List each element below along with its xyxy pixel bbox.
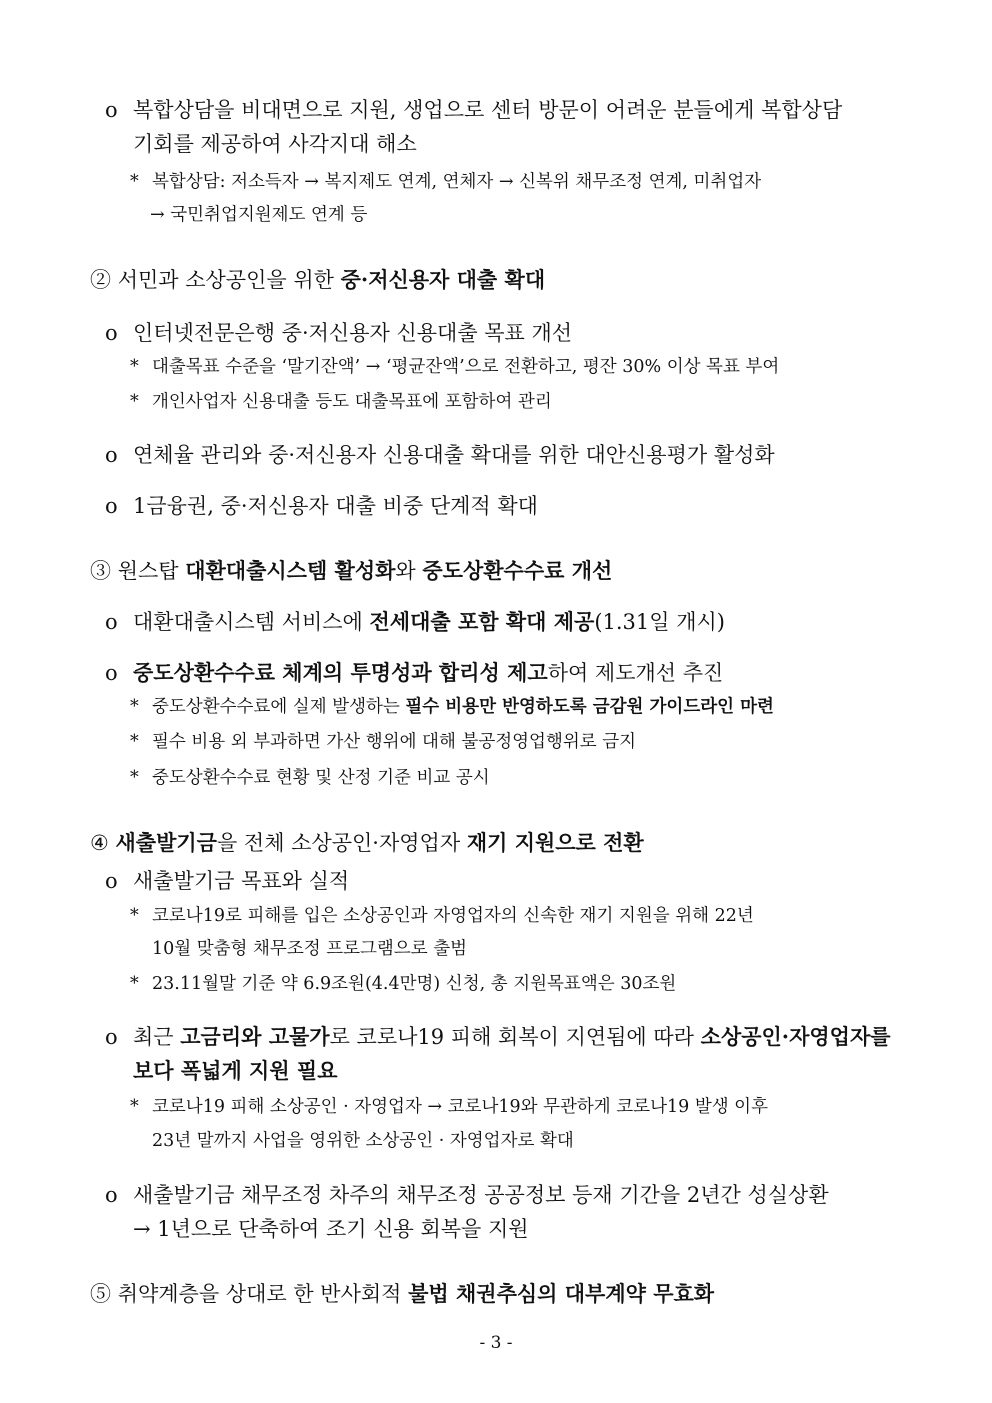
section4-item2-note-line1: * 코로나19 피해 소상공인 · 자영업자 → 코로나19와 무관하게 코로나19 발생 이후 <box>130 1097 768 1117</box>
intro-item-line2: 기회를 제공하여 사각지대 해소 <box>133 132 417 156</box>
section2-item1-note2: * 개인사업자 신용대출 등도 대출목표에 포함하여 관리 <box>130 392 552 412</box>
intro-item-line1: o 복합상담을 비대면으로 지원, 생업으로 센터 방문이 어려운 분들에게 복합상담 <box>105 98 843 122</box>
section4-item3-line1: o 새출발기금 채무조정 차주의 채무조정 공공정보 등재 기간을 2년간 성실상환 <box>105 1183 829 1207</box>
section2-item3: o 1금융권, 중·저신용자 대출 비중 단계적 확대 <box>105 494 538 518</box>
section2-item2: o 연체율 관리와 중·저신용자 신용대출 확대를 위한 대안신용평가 활성화 <box>105 443 775 467</box>
bullet-marker: o <box>105 98 118 122</box>
section5-heading: ⑤ 취약계층을 상대로 한 반사회적 불법 채권추심의 대부계약 무효화 <box>90 1281 715 1306</box>
section4-item2-note-line2: 23년 말까지 사업을 영위한 소상공인 · 자영업자로 확대 <box>152 1131 574 1151</box>
page-number: - 3 - <box>479 1333 513 1353</box>
section3-note2: * 필수 비용 외 부과하면 가산 행위에 대해 불공정영업행위로 금지 <box>130 732 637 752</box>
section4-item3-line2: → 1년으로 단축하여 조기 신용 회복을 지원 <box>133 1217 529 1241</box>
intro-note-line1: * 복합상담: 저소득자 → 복지제도 연계, 연체자 → 신복위 채무조정 연계, 미취업자 <box>130 172 762 192</box>
intro-note-line2: → 국민취업지원제도 연계 등 <box>150 205 368 225</box>
section3-item2: o 중도상환수수료 체계의 투명성과 합리성 제고하여 제도개선 추진 <box>105 660 724 685</box>
section4-item1-note1-line1: * 코로나19로 피해를 입은 소상공인과 자영업자의 신속한 재기 지원을 위해 22년 <box>130 906 754 926</box>
section4-item1: o 새출발기금 목표와 실적 <box>105 869 350 893</box>
section4-item1-note2: * 23.11월말 기준 약 6.9조원(4.4만명) 신청, 총 지원목표액은 30조원 <box>130 974 677 994</box>
section2-heading: ② 서민과 소상공인을 위한 중·저신용자 대출 확대 <box>90 267 546 292</box>
section3-heading: ③ 원스탑 대환대출시스템 활성화와 중도상환수수료 개선 <box>90 558 613 583</box>
section4-item2-line1: o 최근 고금리와 고물가로 코로나19 피해 회복이 지연됨에 따라 소상공인·자영업자를 <box>105 1024 891 1049</box>
section4-item2-line2: 보다 폭넓게 지원 필요 <box>133 1058 338 1083</box>
section3-note1: * 중도상환수수료에 실제 발생하는 필수 비용만 반영하도록 금감원 가이드라인 마련 <box>130 697 774 717</box>
section4-item1-note1-line2: 10월 맞춤형 채무조정 프로그램으로 출범 <box>152 939 467 959</box>
section3-item1: o 대환대출시스템 서비스에 전세대출 포함 확대 제공(1.31일 개시) <box>105 609 725 634</box>
section2-item1: o 인터넷전문은행 중·저신용자 신용대출 목표 개선 <box>105 321 573 345</box>
section3-note3: * 중도상환수수료 현황 및 산정 기준 비교 공시 <box>130 768 490 788</box>
section4-heading: ④ 새출발기금을 전체 소상공인·자영업자 재기 지원으로 전환 <box>90 830 644 855</box>
section2-item1-note1: * 대출목표 수준을 ‘말기잔액’ → ‘평균잔액’으로 전환하고, 평잔 30% 이상 목표 부여 <box>130 357 780 377</box>
note-marker: * <box>130 172 139 192</box>
